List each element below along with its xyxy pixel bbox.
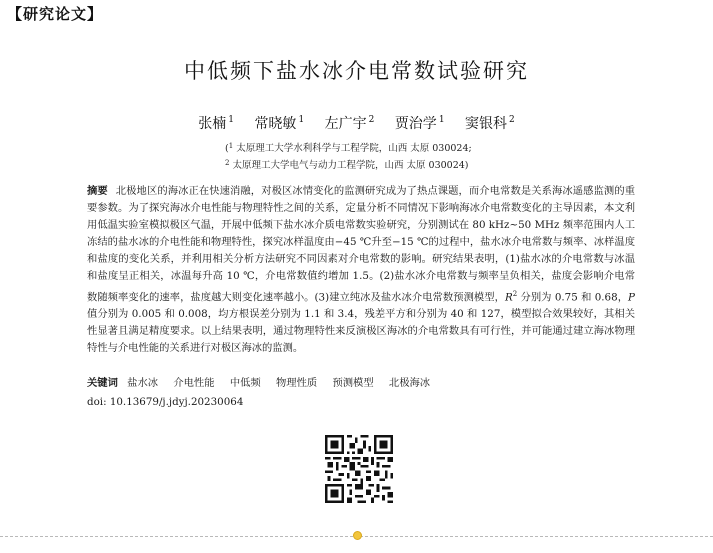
keywords	[87, 375, 635, 392]
keyword: 物理性质	[275, 377, 318, 389]
p-symbol: P	[628, 290, 635, 303]
abstract	[87, 183, 635, 357]
keyword: 预测模型	[332, 377, 374, 389]
keyword: 中低频	[229, 377, 261, 389]
doi: doi: 10.13679/j.jdyj.20230064	[87, 396, 244, 408]
r2-exponent: 2	[512, 289, 518, 298]
author: 窦银科 $^2$	[465, 115, 515, 132]
author: 常晓敏 $^1$	[254, 115, 305, 132]
qr-code-icon	[325, 435, 393, 503]
r2-symbol: R	[504, 290, 513, 303]
abstract-text: 北极地区的海冰正在快速消融，对极区冰情变化的监测研究成为了热点课题，而介电常数是关系海冰遥感监测的重要参数。为了探究海冰介电性能与物理特性之间的关系，定量分析不同情况下影响海冰介电常数变化的主导因素，本文利用低温实验室模拟极区气温，开展中低频下盐水冰介质电常数实验研究，分别测试在 80 kHz~50 MHz 频率范围内人工冻结的盐水冰的介电性能和物理特性，探究冰样温度由−45 ℃升至−15 ℃的过程中，盐水冰介电常数与频率、冰样温度和盐度的变化关系，并利用相关分析方法研究不同因素对介电常数的影响。研究结果表明，(1)盐水冰的介电常数与冰温和盐度呈正相关，冰温每升高 10 ℃，介电常数值约增加 1.5。(2)盐水冰介电常数与频率呈负相关，盐度会影响介电常数随频率变化的速率，盐度越大则变化速率越小。(3)建立纯冰及盐水冰介电常数预测模型，	[87, 185, 636, 303]
section-tag: 【研究论文】	[7, 5, 104, 23]
author: 贾治学 $^1$	[394, 115, 445, 132]
abstract-text: 分别为 0.75 和 0.68，	[517, 290, 629, 303]
author-list	[0, 113, 713, 133]
abstract-text: 值分别为 0.005 和 0.008，均方根误差分别为 1.1 和 3.4，残差平方和分别为 40 和 127，模型拟合效果较好，其相关性显著且满足精度要求。以上结果表明，通过物理特性来反演极区海冰的介电常数具有可行性，并可能通过建立海冰物理特性与介电性能的关系进行对极区海冰的监测。	[87, 308, 635, 355]
paper-title: 中低频下盐水冰介电常数试验研究	[184, 59, 529, 83]
keywords-label: 关键词	[87, 377, 118, 389]
keyword: 北极海冰	[388, 377, 431, 389]
abstract-label: 摘要	[87, 185, 108, 197]
keyword: 盐水冰	[127, 377, 159, 389]
affiliation-line: ($^1$ 太原理工大学水利科学与工程学院，山西 太原 030024;	[225, 142, 472, 154]
divider-dot	[353, 531, 362, 540]
author: 左广宇 $^2$	[324, 115, 375, 132]
affiliation-line: $^2$ 太原理工大学电气与动力工程学院，山西 太原 030024)	[225, 159, 469, 171]
affiliations	[225, 139, 472, 173]
keyword: 介电性能	[173, 377, 215, 389]
author: 张楠 $^1$	[198, 115, 234, 132]
